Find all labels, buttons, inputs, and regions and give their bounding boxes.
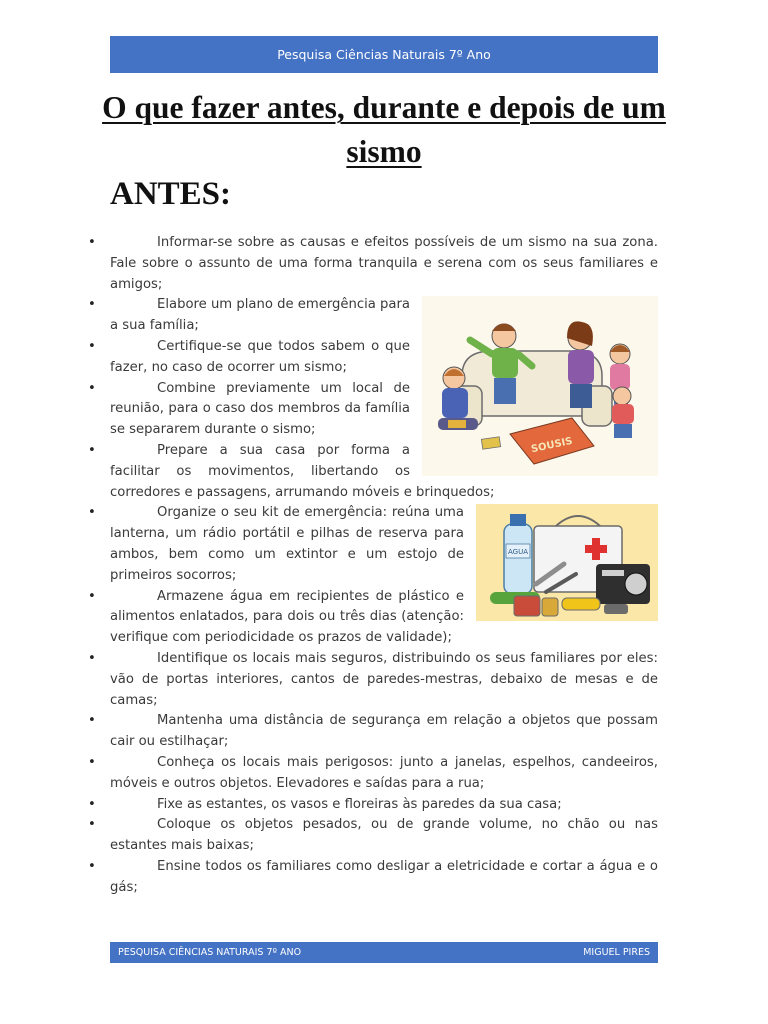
tips-list <box>110 233 658 899</box>
list-item-text: Organize o seu kit de emergência: reúna uma lanterna, um rádio portátil e pilhas de reserva para ambos, bem como um extintor e um estojo de primeiros socorros; <box>110 505 464 583</box>
footer-bar <box>110 942 658 963</box>
list-item <box>110 503 658 586</box>
list-item-text: Prepare a sua casa por forma a facilitar os movimentos, libertando os corredores e passagens, arrumando móveis e brinquedos; <box>110 442 495 500</box>
list-item <box>110 587 658 649</box>
list-item-text: Combine previamente um local de reunião, para o caso dos membros da família se separarem durante o sismo; <box>110 380 410 438</box>
list-item <box>110 815 658 857</box>
header-title: Pesquisa Ciências Naturais 7º Ano <box>277 47 491 62</box>
mat-label: • SOUSIS <box>530 436 574 456</box>
list-item <box>110 337 658 379</box>
list-item-text: Conheça os locais mais perigosos: junto a janelas, espelhos, candeeiros, móveis e outros objetos. Elevadores e saídas para a rua; <box>110 754 658 791</box>
footer-author: MIGUEL PIRES <box>583 947 650 958</box>
list-item-text: Informar-se sobre as causas e efeitos possíveis de um sismo na sua zona. Fale sobre o assunto de uma forma tranquila e serena com os seus familiares e amigos; <box>110 235 658 292</box>
list-item-text: Fixe as estantes, os vasos e floreiras às paredes da sua casa; <box>157 796 562 812</box>
list-item-text: Coloque os objetos pesados, ou de grande volume, no chão ou nas estantes mais baixas; <box>110 817 658 854</box>
section-heading: ANTES: <box>110 176 232 212</box>
footer-left: PESQUISA CIÊNCIAS NATURAIS 7º ANO <box>118 947 302 958</box>
list-item-text: Identifique os locais mais seguros, distribuindo os seus familiares por eles: vão de portas interiores, cantos de paredes-mestras, debaixo de mesas e de camas; <box>110 650 658 708</box>
list-item <box>110 649 658 711</box>
list-item-text: Mantenha uma distância de segurança em relação a objetos que possam cair ou estilhaçar; <box>110 713 658 750</box>
page-title: O que fazer antes, durante e depois de um sismo <box>102 90 666 169</box>
header-bar <box>110 36 658 73</box>
list-item-text: Ensine todos os familiares como desligar a eletricidade e cortar a água e o gás; <box>110 858 658 895</box>
list-item <box>110 233 658 295</box>
bottle-label: • AGUA <box>507 548 529 557</box>
list-item <box>110 753 658 795</box>
list-item-text: Armazene água em recipientes de plástico e alimentos enlatados, para dois ou três dias (atenção: verifique com periodicidade os prazos de validade); <box>110 588 464 646</box>
list-item <box>110 711 658 753</box>
list-item <box>110 379 658 441</box>
list-item-text: Certifique-se que todos sabem o que fazer, no caso de ocorrer um sismo; <box>110 338 410 375</box>
list-item <box>110 441 658 503</box>
list-item <box>110 795 658 816</box>
list-item <box>110 857 658 899</box>
list-item-text: Elabore um plano de emergência para a sua família; <box>110 297 411 334</box>
